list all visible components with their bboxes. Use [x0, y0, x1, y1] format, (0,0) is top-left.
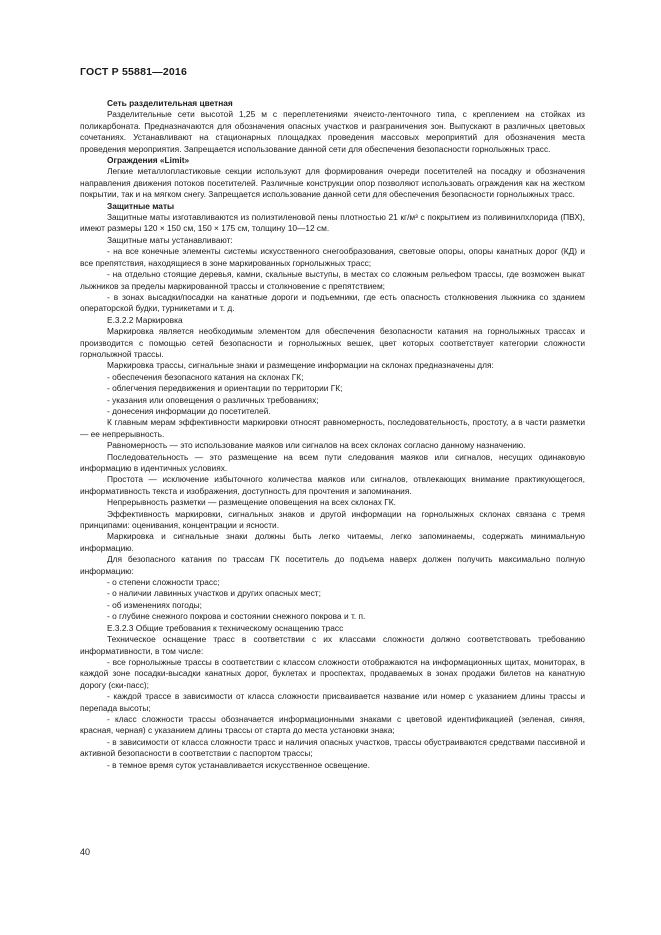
- paragraph: - на отдельно стоящие деревья, камни, скальные выступы, в местах со сложным рельефом трассы, где возможен выкат лыжников за пределы маркированной трассы и столкновение с препятствием;: [80, 269, 585, 291]
- paragraph: Маркировка является необходимым элементом для обеспечения безопасности катания на горнолыжных трассах и производится с помощью сетей безопасности и горнолыжных вешек, цвет которых соответствует категории сложности горнолыжной трассы.: [80, 326, 585, 359]
- paragraph: - все горнолыжные трассы в соответствии с классом сложности отображаются на информационных щитах, мониторах, в каждой зоне посадки-высадки канатных дорог, буклетах и проспектах, продаваемых в зонах продажи билетов на канатную дорогу (ски-пасс);: [80, 656, 585, 690]
- paragraph: - в зонах высадки/посадки на канатные дороги и подъемники, где есть опасность столкновения лыжника со зданием операторской будки, турникетами и т. д.: [80, 291, 585, 314]
- paragraph: - в зависимости от класса сложности трасс и наличия опасных участков, трассы обустраиваются средствами пассивной и активной безопасности в соответствии с паспортом трассы;: [80, 736, 585, 759]
- paragraph: - указания или оповещения о различных требованиях;: [107, 394, 319, 405]
- page-content: [80, 98, 585, 771]
- paragraph: - в темное время суток устанавливается искусственное освещение.: [107, 759, 370, 770]
- paragraph: Е.3.2.3 Общие требования к техническому оснащению трасс: [107, 622, 344, 633]
- document-header: ГОСТ Р 55881—2016: [80, 66, 188, 78]
- paragraph: Эффективность маркировки, сигнальных знаков и другой информации на горнолыжных склонах связана с тремя принципами: оценивания, концентрации и ясности.: [80, 508, 585, 531]
- paragraph: - об изменениях погоды;: [107, 599, 202, 610]
- paragraph: Маркировка трассы, сигнальные знаки и размещение информации на склонах предназначены для:: [107, 360, 494, 371]
- section-heading: Ограждения «Limit»: [107, 155, 190, 166]
- paragraph: Равномерность — это использование маяков или сигналов на всех склонах согласно данному назначению.: [107, 440, 526, 451]
- paragraph: К главным мерам эффективности маркировки относят равномерность, последовательность, простоту, а в части разметки — ее непрерывность.: [80, 417, 585, 439]
- section-heading: Сеть разделительная цветная: [107, 98, 233, 108]
- paragraph: Для безопасного катания по трассам ГК посетитель до подъема наверх должен получить максимально полную информацию:: [80, 554, 585, 576]
- paragraph: - о степени сложности трасс;: [107, 577, 220, 588]
- paragraph: Непрерывность разметки — размещение оповещения на всех склонах ГК.: [107, 497, 396, 508]
- paragraph: Простота — исключение избыточного количества маяков или сигналов, отвлекающих внимание практикующегося, информативность текста и изображения, доступность для прочтения и запоминания.: [80, 474, 585, 496]
- paragraph: - донесения информации до посетителей.: [107, 405, 271, 416]
- paragraph: Легкие металлопластиковые секции используют для формирования очереди посетителей на посадку и обозначения направления движения потоков посетителей. Различные конструкции опор позволяют использовать ограждения как на жестком покрытии, так и на мягком снегу. Запрещается использование данной сети для обеспечения безопасности горнолыжных трасс.: [80, 166, 585, 200]
- paragraph: - о наличии лавинных участков и других опасных мест;: [107, 588, 321, 599]
- paragraph: - класс сложности трассы обозначается информационными знаками с цветовой идентификацией (зеленая, синяя, красная, черная) с указанием длины трассы от старта до места установки знака;: [80, 713, 585, 736]
- paragraph: Защитные маты изготавливаются из полиэтиленовой пены плотностью 21 кг/м³ с покрытием из поливинилхлорида (ПВХ), имеют размеры 120 × 150 см, 150 × 175 см, толщину 10—12 см.: [80, 212, 585, 234]
- paragraph: - на все конечные элементы системы искусственного снегообразования, световые опоры, опоры канатных дорог (КД) и все препятствия, находящиеся в зоне маркированных горнолыжных трасс;: [80, 246, 585, 268]
- paragraph: Маркировка и сигнальные знаки должны быть легко читаемы, легко запоминаемы, содержать минимальную информацию.: [80, 531, 585, 553]
- paragraph: Техническое оснащение трасс в соответствии с их классами сложности должно соответствовать требованию информативности, в том числе:: [80, 634, 585, 656]
- paragraph: Разделительные сети высотой 1,25 м с переплетениями ячеисто-ленточного типа, с креплением на стойках из поликарбоната. Предназначаются для обозначения опасных участков и разграничения зон. Выпускают в различных цветовых сочетаниях. Устанавливают на стационарных площадках проведения массовых мероприятий для обозначения места проведения мероприятия. Запрещается использование данной сети для обеспечения безопасности горнолыжных трасс.: [80, 109, 585, 154]
- paragraph: Последовательность — это размещение на всем пути следования маяков или сигналов, несущих одинаковую информацию в идентичных условиях.: [80, 451, 585, 473]
- page-number: 40: [80, 847, 91, 857]
- paragraph: Е.3.2.2 Маркировка: [107, 314, 183, 325]
- paragraph: - о глубине снежного покрова и состоянии снежного покрова и т. п.: [107, 611, 366, 622]
- section-heading: Защитные маты: [107, 200, 175, 211]
- paragraph: - облегчения передвижения и ориентации по территории ГК;: [107, 383, 343, 394]
- paragraph: - каждой трассе в зависимости от класса сложности присваивается название или номер с указанием длины трассы и перепада высоты;: [80, 691, 585, 713]
- paragraph: Защитные маты устанавливают:: [107, 234, 233, 245]
- paragraph: - обеспечения безопасного катания на склонах ГК;: [107, 371, 304, 382]
